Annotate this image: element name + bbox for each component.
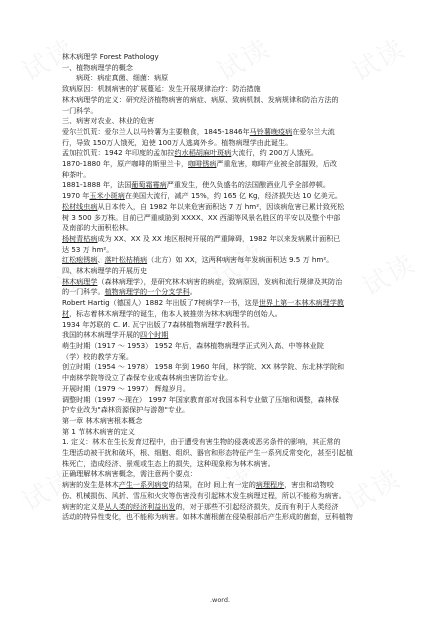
text-line <box>62 384 380 395</box>
text-span: 1. 定义：林木在生长发育过程中，由于遭受有害生物的侵袭或恶劣条件的影响，其正常的 <box>62 437 341 447</box>
document-body <box>62 52 380 523</box>
text-line <box>62 448 380 459</box>
text-span: 我国的林木病理学开展的 <box>62 330 141 340</box>
underlined-term: 杨树青枯病 <box>62 233 98 243</box>
text-line <box>62 512 380 523</box>
text-span: 萌生时期（1917 ～ 1953） 1952 年后，森林植物病理学正式列入高、中等林业院 <box>62 340 324 350</box>
underlined-term: 产生一系列病变 <box>118 480 169 490</box>
text-span: 一门科学。 <box>62 105 98 115</box>
text-span: 1934 年苏联的 C. И. 瓦宁出版了7森林植物病理学?教科书。 <box>62 319 254 329</box>
text-span: 树 3 500 多万株。目前已严重威胁到 XXXX、XX 西湖等风景名胜区的平安以及整个中部 <box>62 212 341 222</box>
text-span: 中南林学院等设立了森保专业或森林病虫害防治专业。 <box>62 373 233 383</box>
text-span: （北方）如 XX，这两种病害每年发病面积达 9.5 万 hm²。 <box>147 255 334 265</box>
underlined-term: 约水稻胡麻叶斑病 <box>174 148 232 158</box>
text-span: 在爱尔兰大流 <box>292 126 335 136</box>
underlined-term: 病理程序 <box>255 480 285 490</box>
text-span: 严重发生，使久负盛名的法国酿酒业几乎全部停顿。 <box>166 180 330 190</box>
text-span: 林木病理学的定义：研究经济植物病害的病症、病原、致病机制、发病规律和防治方法的 <box>62 94 339 104</box>
text-span: 病斑：病症真菌、细菌：病原 <box>76 73 169 83</box>
text-span: 第一章 林木病害根本概念 <box>62 415 143 425</box>
text-line <box>62 416 380 427</box>
underlined-term: 玉米小斑病 <box>89 191 125 201</box>
text-span: （森林病理学），是研究林木病害的病症，致病原因，发病和流行规律及其防治 <box>97 276 343 286</box>
text-span: 成为 XX、XX 及 XX 地区根树开展的严重障碍，1982 年以来发病累计面积已 <box>97 233 341 243</box>
text-span: 1970 年 <box>62 191 90 201</box>
text-line <box>62 309 380 320</box>
text-line <box>62 106 380 117</box>
text-line <box>62 191 380 202</box>
text-span: 一、植物病理学的概念 <box>62 62 133 72</box>
text-span: 林木病理学 Forest Pathology <box>62 52 159 61</box>
text-line <box>62 138 380 149</box>
text-line <box>62 373 380 384</box>
text-line <box>62 320 380 331</box>
text-span: 创立时期（1954 ～ 1978） 1958 年到 1960 年间，林学院、XX 林学院、东北林学院和 <box>62 362 345 372</box>
text-line <box>62 245 380 256</box>
text-line <box>62 95 380 106</box>
text-line <box>62 73 380 84</box>
text-line <box>62 52 380 63</box>
text-line <box>62 213 380 224</box>
text-line <box>62 427 380 438</box>
text-line <box>62 266 380 277</box>
underlined-term: 植物病理学的一个分支学科 <box>104 287 190 297</box>
text-span: 孟加拉饥荒：1942 年印度的孟加拉 <box>62 148 175 158</box>
text-line <box>62 330 380 341</box>
underlined-term: 马铃薯晚疫病 <box>249 126 293 136</box>
text-span: 病害的定义是 <box>62 501 105 511</box>
underlined-term: 松材线虫病 <box>62 201 98 211</box>
text-span: 1870-1880 年，原产咖啡的斯里兰卡， <box>62 159 189 169</box>
text-span: 种茶叶。 <box>62 169 91 179</box>
text-line <box>62 341 380 352</box>
text-line <box>62 234 380 245</box>
text-line <box>62 480 380 491</box>
text-span: ，害虫和动物咬 <box>284 480 334 490</box>
underlined-term: 红松疱锈病 <box>62 255 98 265</box>
text-span: 1881-1888 年，法国 <box>62 180 132 190</box>
underlined-term: 落叶松枯梢病 <box>104 255 148 265</box>
text-span: 护专业改为"森林资源保护与游憩"专业。 <box>62 405 190 415</box>
text-line <box>62 287 380 298</box>
text-span: 的一门科学。 <box>62 287 105 297</box>
underlined-term: 葡萄霜霉病 <box>131 180 167 190</box>
text-line <box>62 405 380 416</box>
text-line <box>62 255 380 266</box>
text-span: （学）校的教学方案。 <box>62 351 133 361</box>
text-span: 从日本传入，自 1982 年以来危害面积达 7 万 hm²，因该病危害已累计致死松 <box>97 201 345 211</box>
text-line <box>62 84 380 95</box>
text-span: 。 <box>189 287 197 297</box>
text-span: 大流行，约 200万人饿死。 <box>231 148 319 158</box>
underlined-term: 咖啡锈病 <box>188 159 217 169</box>
text-line <box>62 362 380 373</box>
text-span: 三、病害对农业、林业的危害 <box>62 116 155 126</box>
text-span: 四、林木病理学的开展历史 <box>62 266 148 276</box>
underlined-term: 材 <box>62 308 70 318</box>
text-line <box>62 223 380 234</box>
text-line <box>62 148 380 159</box>
text-span: 第 1 节林木病害的定义 <box>62 426 135 436</box>
text-line <box>62 352 380 363</box>
text-span: 行，导致 150万人饿死，迫使 100万人逃离外乡。植物病理学由此诞生。 <box>62 137 293 147</box>
page-footer: .word. <box>209 596 231 604</box>
text-span: 、 <box>97 255 105 265</box>
text-span: Robert Hartig（德国人）1882 年出版了7树病学?一书，这是 <box>62 298 259 308</box>
text-line <box>62 159 380 170</box>
text-span: 严重危害，咖啡产业被全部摧毁，后改 <box>216 159 338 169</box>
text-line <box>62 116 380 127</box>
text-span: 生理活动被干扰和破坏，根、细胞、组织、器官和形态特征产生一系列反常变化，甚至引起植 <box>62 448 353 458</box>
text-span: 开展时期（1979 ～ 1997） 辉煌岁月。 <box>62 383 190 393</box>
text-line <box>62 502 380 513</box>
text-span: 的，对于那些不引起经济损失，反而有利于人类经济 <box>175 501 339 511</box>
text-span: 的结果，在时 间上有一定的 <box>168 480 256 490</box>
text-line <box>62 469 380 480</box>
text-span: 病害的发生是林木 <box>62 480 119 490</box>
text-span: 伤、机械损伤、风折、雪压和火灾等伤害没有引起林木发生病理过程，所以不能称为病害。 <box>62 490 346 500</box>
text-line <box>62 437 380 448</box>
text-span: 调整时期（1997 ～现在） 1997 年国家教育部对我国本科专业做了压缩和调整，森林保 <box>62 394 339 404</box>
underlined-term: 林木病理学 <box>62 276 98 286</box>
text-span: 株死亡，造成经济、景观或生态上的损失，这种现象称为林木病害。 <box>62 458 275 468</box>
text-span: 在美国大流行，减产 15%，约 165 亿 Kg，经济损失达 10 亿美元。 <box>124 191 342 201</box>
text-line <box>62 395 380 406</box>
text-span: 致病原因：机制病害的扩展蔓延：发生开展规律治疗：防治措施 <box>62 84 261 94</box>
text-span: 爱尔兰饥荒：爱尔兰人以马铃薯为主要粮食，1845-1846年 <box>62 126 250 136</box>
text-line <box>62 180 380 191</box>
text-span: 达 53 万 hm²。 <box>62 244 114 254</box>
underlined-term: 从人类的经济利益出发 <box>104 501 176 511</box>
text-line <box>62 298 380 309</box>
text-line <box>62 170 380 181</box>
text-line <box>62 459 380 470</box>
underlined-term: 四个时期 <box>140 330 169 340</box>
text-span: ，标志着林木病理学的诞生，他本人被推崇为林木病理学的创始人。 <box>69 308 282 318</box>
text-span: 正确理解林木病害概念，需注意两个要点： <box>62 469 197 479</box>
text-line <box>62 277 380 288</box>
text-line <box>62 491 380 502</box>
text-span: 及南部的大面积松林。 <box>62 223 133 233</box>
text-span: 活动的特异性变化，也不能称为病害。如林木菌根菌在侵染根部后产生形成的菌套，豆科植物 <box>62 512 353 522</box>
text-line <box>62 63 380 74</box>
text-line <box>62 202 380 213</box>
text-line <box>62 127 380 138</box>
underlined-term: 世界上第一本林木病理学教 <box>258 298 344 308</box>
